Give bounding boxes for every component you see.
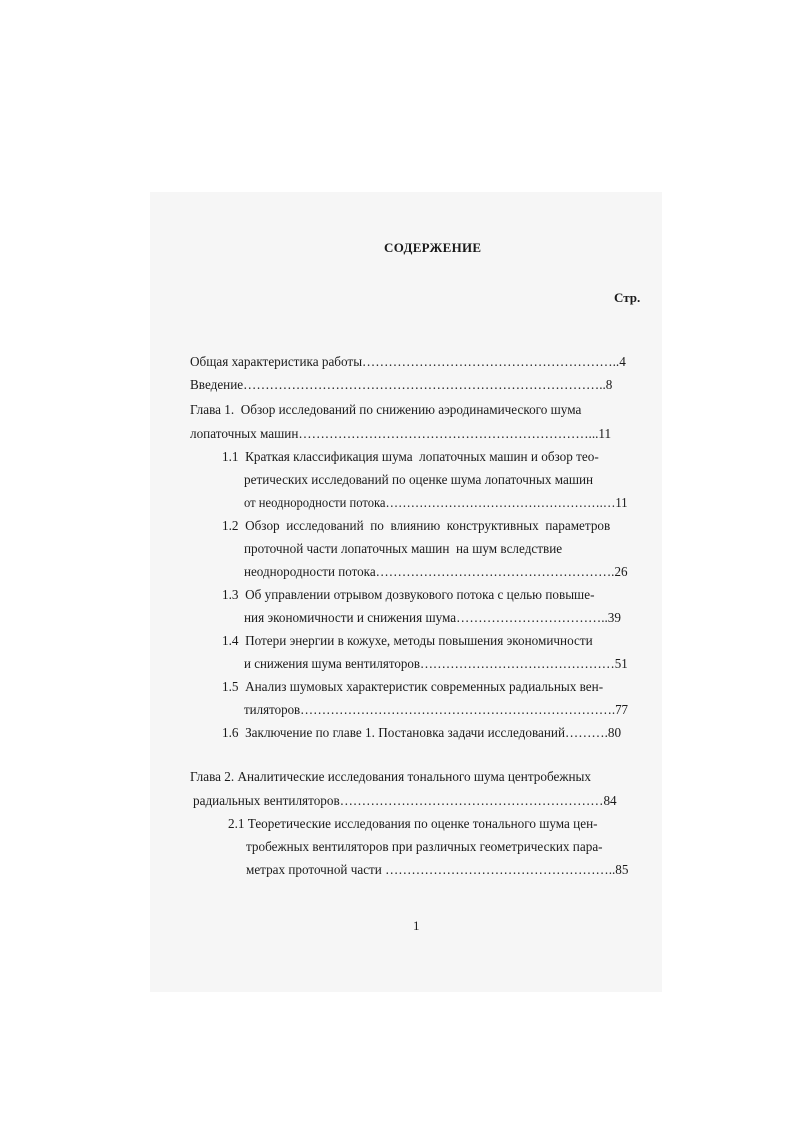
toc-line: лопаточных машин…………………………………………………………...11 [190, 426, 612, 441]
toc-line: 1.6 Заключение по главе 1. Постановка задачи исследований……….80 [222, 725, 622, 740]
toc-line: 2.1 Теоретические исследования по оценке тонального шума цен- [228, 816, 598, 831]
page-number: 1 [413, 918, 420, 933]
toc-line: 1.1 Краткая классификация шума лопаточных машин и обзор тео- [222, 449, 599, 464]
toc-line: 1.3 Об управлении отрывом дозвукового потока с целью повыше- [222, 587, 595, 602]
toc-line: тробежных вентиляторов при различных геометрических пара- [246, 839, 603, 854]
toc-line: 1.5 Анализ шумовых характеристик современных радиальных вен- [222, 679, 604, 694]
toc-line: тиляторов……………………………………………………………….77 [244, 702, 629, 717]
toc-line: метрах проточной части ……………………………………………..85 [246, 862, 629, 877]
toc-line: проточной части лопаточных машин на шум вследствие [244, 541, 563, 556]
toc-line: Глава 2. Аналитические исследования тонального шума центробежных [190, 769, 591, 784]
toc-line: 1.2 Обзор исследований по влиянию конструктивных параметров [222, 518, 611, 533]
toc-line: Глава 1. Обзор исследований по снижению аэродинамического шума [190, 402, 582, 417]
toc-line: Общая характеристика работы…………………………………………………..4 [190, 354, 626, 369]
toc-line: 1.4 Потери энергии в кожухе, методы повышения экономичности [222, 633, 593, 648]
toc-line: от неоднородности потока…………………………………………….…11 [244, 495, 628, 510]
toc-line: Введение………………………………………………………………………..8 [190, 377, 613, 392]
page-column-label: Стр. [614, 290, 641, 305]
page-title: СОДЕРЖЕНИЕ [384, 240, 482, 255]
toc-line: и снижения шума вентиляторов………………………………………51 [244, 656, 628, 671]
toc-line: ния экономичности и снижения шума……………………………..39 [244, 610, 621, 625]
toc-line: радиальных вентиляторов……………………………………………………84 [193, 793, 617, 808]
toc-line: неоднородности потока……………………………………………….26 [244, 564, 628, 579]
toc-line: ретических исследований по оценке шума лопаточных машин [244, 472, 594, 487]
